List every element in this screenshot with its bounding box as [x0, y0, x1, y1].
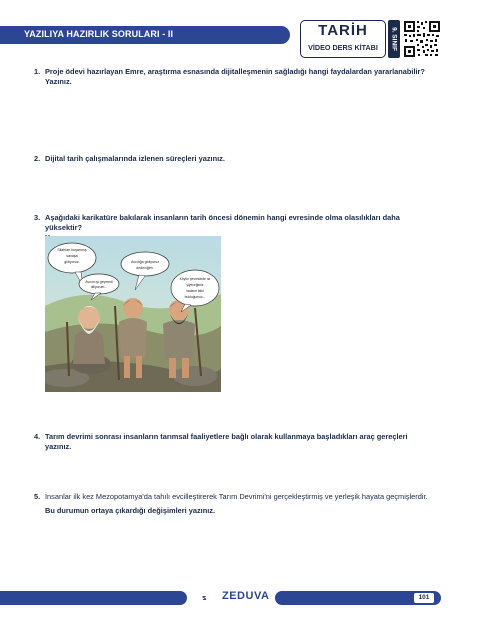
question-text-line2: Yazınız.	[45, 77, 72, 86]
question-text: İnsanlar ilk kez Mezopotamya'da tahılı evcilleştirerek Tarım Devrimi'ni gerçekleştirmiş ve yerleşik hayata geçmişlerdir.	[45, 492, 428, 501]
speech-bubble-4-line1: Köyün çevresinde ne	[179, 277, 211, 281]
book-title: TARİH	[318, 22, 368, 39]
brand-name: ZEDUVA	[222, 590, 270, 602]
speech-bubble-1-line2: savaşa	[66, 254, 78, 258]
section-title: YAZILIYA HAZIRLIK SORULARI - II	[24, 29, 174, 39]
grade-strip	[388, 20, 400, 58]
question-number: 2.	[34, 154, 41, 163]
question-number: 4.	[34, 432, 41, 441]
question-text: Aşağıdaki karikatüre bakılarak insanların tarih öncesi dönemin hangi evresinde olma olasılıkları daha yüksektir?	[45, 213, 400, 232]
speech-bubble-1-line3: gidiyoruz.	[64, 260, 80, 264]
speech-bubble-2-line1: Avcılığa gidiyoruz	[130, 260, 160, 264]
zeduva-logo-icon	[202, 587, 220, 609]
speech-bubble-4-line3: sadece bitki	[186, 289, 204, 293]
question-number: 1.	[34, 67, 41, 76]
question-text-line2: Bu durumun ortaya çıkardığı değişimleri yazınız.	[45, 506, 216, 515]
question-number: 3.	[34, 213, 41, 222]
question-5	[34, 492, 434, 516]
speech-bubble-1-line1: Silahları kuşanmış	[57, 248, 87, 252]
speech-bubble-3-line1: Avcım iyi geçmedi	[85, 280, 113, 284]
question-text: Dijital tarih çalışmalarında izlenen süreçleri yazınız.	[45, 154, 225, 163]
book-subtitle: VİDEO DERS KİTABI	[308, 43, 378, 52]
question-text: Tarım devrimi sonrası insanların tarımsal faaliyetlere bağlı olarak kullanmaya başladıkları araç gereçleri yazınız.	[45, 432, 408, 451]
book-title-box	[300, 20, 386, 58]
question-1	[34, 67, 434, 87]
footer-band-left	[0, 591, 187, 605]
question-4	[34, 432, 434, 452]
question-2	[34, 154, 434, 164]
grade-label: 9. SINIF	[390, 27, 398, 51]
section-header-band	[0, 26, 290, 44]
question-number: 5.	[34, 492, 41, 501]
speech-bubble-2-line2: dedeciğim.	[136, 266, 154, 270]
speech-bubble-3-line2: diliyorum...	[90, 285, 108, 289]
page-number: 101	[414, 593, 434, 603]
speech-bubble-4-line2: yiyeceğimiz	[186, 283, 204, 287]
question-text: Proje ödevi hazırlayan Emre, araştırma esnasında dijitalleşmenin sağladığı hangi faydalardan yararlanabilir?	[45, 67, 425, 76]
qr-code-icon[interactable]	[403, 20, 441, 58]
speech-bubble-4-line4: bulduğumuz...	[184, 295, 206, 299]
cavemen-cartoon-image	[45, 236, 221, 392]
